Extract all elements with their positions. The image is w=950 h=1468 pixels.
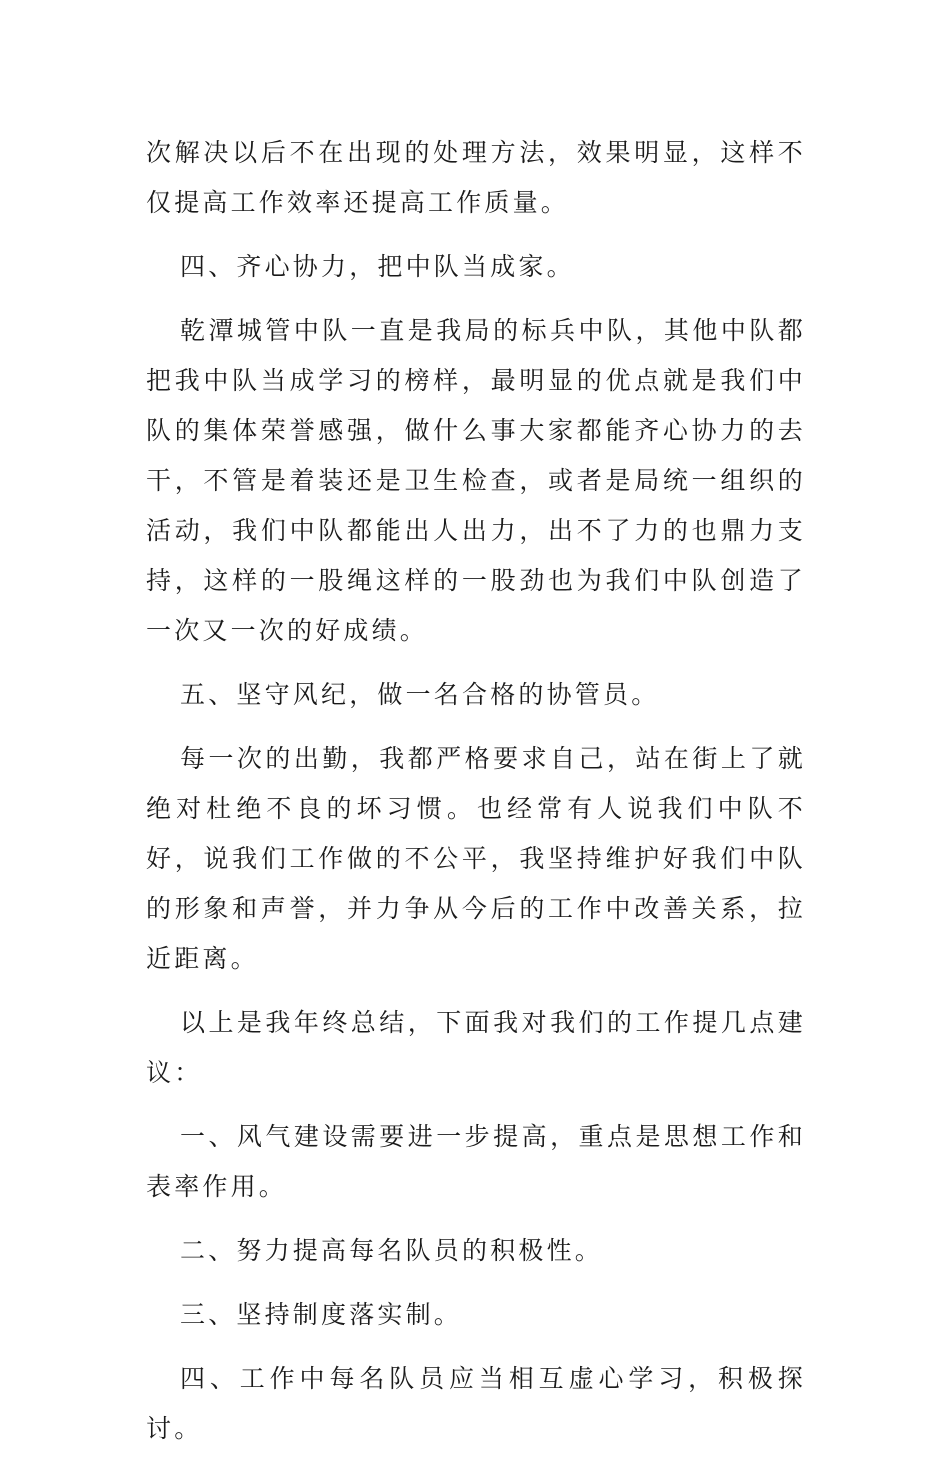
suggestion-item-2: 二、努力提高每名队员的积极性。 (180, 1236, 604, 1265)
paragraph-summary: 以上是我年终总结，下面我对我们的工作提几点建议： (146, 1008, 806, 1087)
paragraph: 每一次的出勤，我都严格要求自己，站在街上了就绝对杜绝不良的坏习惯。也经常有人说我们中队不好，说我们工作做的不公平，我坚持维护好我们中队的形象和声誉，并力争从今后的工作中改善关系，拉近距离。 (146, 744, 806, 973)
paragraph-continuation: 次解决以后不在出现的处理方法，效果明显，这样不仅提高工作效率还提高工作质量。 (146, 138, 806, 217)
suggestion-item-4: 四、工作中每名队员应当相互虚心学习，积极探讨。 (146, 1364, 806, 1443)
document-body (146, 128, 806, 1468)
section-heading-4: 四、齐心协力，把中队当成家。 (180, 252, 575, 281)
suggestion-item-3: 三、坚持制度落实制。 (180, 1300, 463, 1329)
suggestion-item-1: 一、风气建设需要进一步提高，重点是思想工作和表率作用。 (146, 1122, 806, 1201)
section-heading-5: 五、坚守风纪，做一名合格的协管员。 (180, 680, 660, 709)
paragraph: 乾潭城管中队一直是我局的标兵中队，其他中队都把我中队当成学习的榜样，最明显的优点就是我们中队的集体荣誉感强，做什么事大家都能齐心协力的去干，不管是着装还是卫生检查，或者是局统一组织的活动，我们中队都能出人出力，出不了力的也鼎力支持，这样的一股绳这样的一股劲也为我们中队创造了一次又一次的好成绩。 (146, 316, 806, 645)
